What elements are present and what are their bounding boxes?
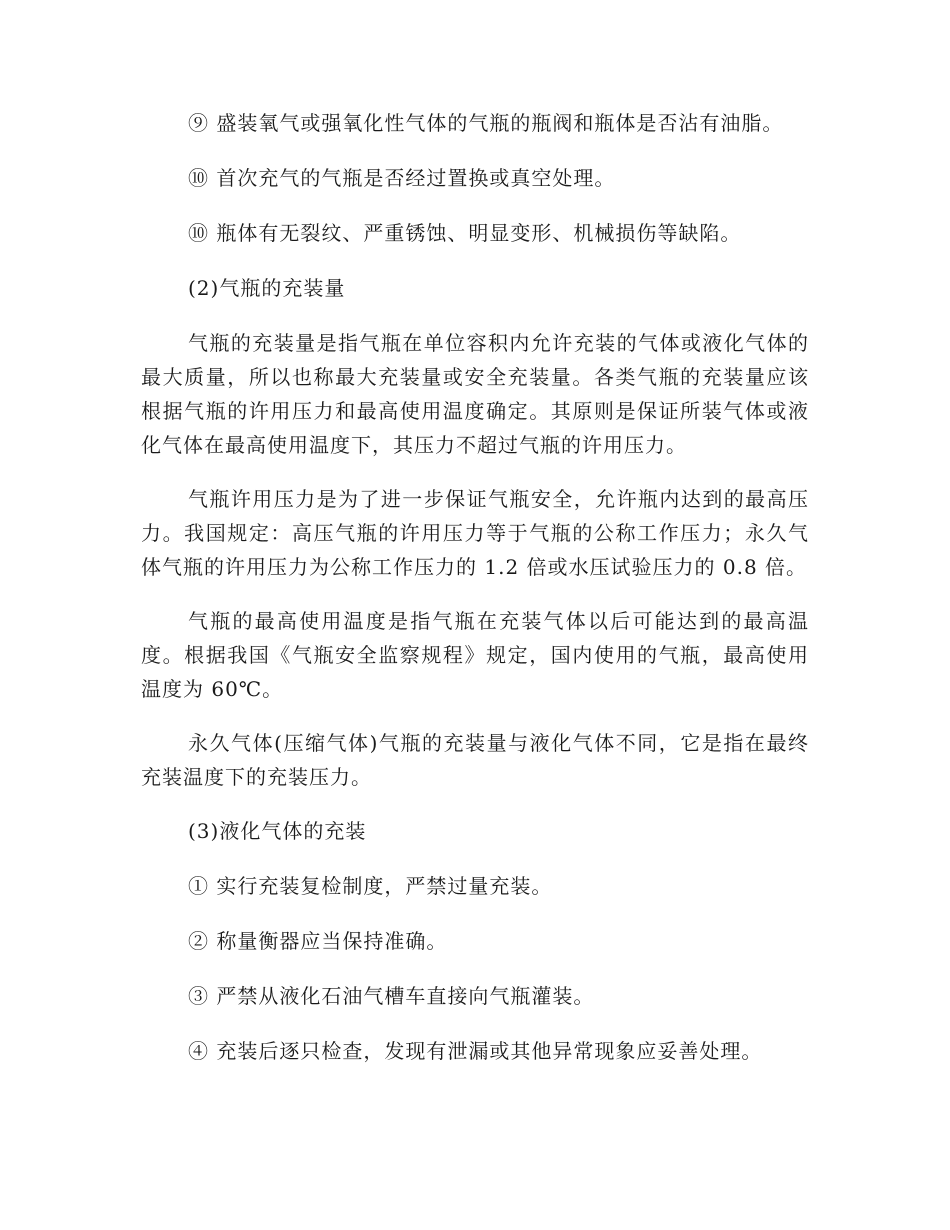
body-paragraph: 气瓶的充装量是指气瓶在单位容积内允许充装的气体或液化气体的最大质量，所以也称最大充装量或安全充装量。各类气瓶的充装量应该根据气瓶的许用压力和最高使用温度确定。其原则是保证所装气体或液化气体在最高使用温度下，其压力不超过气瓶的许用压力。 — [141, 331, 809, 457]
document-body — [141, 106, 809, 1089]
list-item: ⑩ 首次充气的气瓶是否经过置换或真空处理。 — [188, 166, 616, 190]
list-item: ⑩ 瓶体有无裂纹、严重锈蚀、明显变形、机械损伤等缺陷。 — [188, 221, 742, 245]
body-paragraph: 气瓶的最高使用温度是指气瓶在充装气体以后可能达到的最高温度。根据我国《气瓶安全监察规程》规定，国内使用的气瓶，最高使用温度为 60℃。 — [141, 609, 809, 701]
list-item: ③ 严禁从液化石油气槽车直接向气瓶灌装。 — [188, 984, 595, 1008]
list-item: ④ 充装后逐只检查，发现有泄漏或其他异常现象应妥善处理。 — [188, 1039, 763, 1063]
list-item: ① 实行充装复检制度，严禁过量充装。 — [188, 874, 553, 898]
section-heading: (3)液化气体的充装 — [188, 819, 367, 843]
body-paragraph: 气瓶许用压力是为了进一步保证气瓶安全，允许瓶内达到的最高压力。我国规定：高压气瓶的许用压力等于气瓶的公称工作压力；永久气体气瓶的许用压力为公称工作压力的 1.2 倍或水压试验压力的 0.8 倍。 — [141, 487, 809, 579]
section-heading: (2)气瓶的充装量 — [188, 276, 346, 300]
list-item: ② 称量衡器应当保持准确。 — [188, 929, 448, 953]
body-paragraph: 永久气体(压缩气体)气瓶的充装量与液化气体不同，它是指在最终充装温度下的充装压力。 — [141, 731, 809, 789]
list-item: ⑨ 盛装氧气或强氧化性气体的气瓶的瓶阀和瓶体是否沾有油脂。 — [188, 111, 784, 135]
